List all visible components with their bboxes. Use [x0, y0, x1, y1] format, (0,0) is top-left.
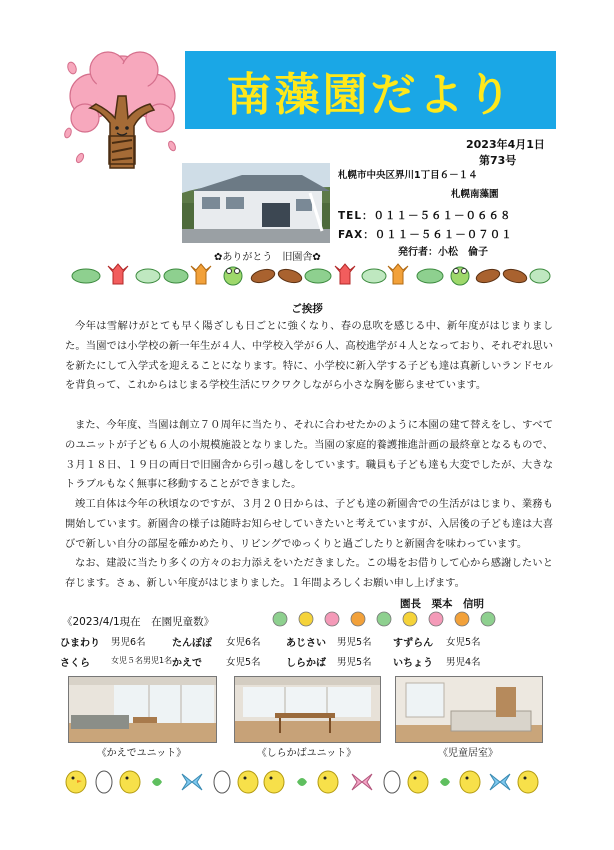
roster-count: 女児5名 [226, 657, 261, 668]
shirakaba-unit-caption: 《しらかばユニット》 [256, 748, 357, 759]
address-text: 札幌市中央区界川1丁目６－１４ [338, 170, 478, 181]
roster-unit: しらかば [286, 658, 326, 669]
roster-count: 女児５名男児1名 [111, 656, 173, 665]
roster-unit: いちょう [393, 658, 433, 669]
spring-decoration-border [68, 262, 552, 288]
child-room-caption: 《児童居室》 [438, 748, 498, 759]
publisher: 発行者：小松 倫子 [398, 247, 488, 258]
roster-unit: ひまわり [60, 638, 100, 649]
roster-unit: すずらん [393, 638, 434, 649]
roster-unit: かえで [172, 658, 202, 669]
roster-unit: さくら [60, 658, 90, 669]
greeting-signature: 園長 栗本 信明 [400, 598, 484, 610]
newsletter-title: 南藻園だより [226, 67, 515, 121]
greeting-title: ご挨拶 [291, 303, 323, 315]
organization-name: 札幌南藻園 [451, 189, 499, 200]
greeting-paragraph-3: 竣工自体は今年の秋頃なのですが、３月２０日からは、子ども達の新園舎での生活がはじまり、業務も開始しています。新園舎の様子は随時お知らせしていきたいと考えていますが、入居後の子ども達は大喜びで新しい自分の部屋を確かめたり、リビングでゆっくりと過ごしたりと新園舎を味わっています。 [65, 498, 553, 550]
greeting-paragraph-4: なお、建設に当たり多くの方々のお力添えをいただきました。この場をお借りして心から感謝したいと存じます。さぁ、新しい年度がはじまりました。１年間よろしくお願い申し上げます。 [65, 557, 553, 589]
flower-decoration [270, 609, 500, 629]
shirakaba-unit-photo [234, 676, 381, 743]
roster-unit: あじさい [286, 638, 326, 649]
roster-count: 男児5名 [337, 657, 372, 668]
roster-count: 男児5名 [337, 637, 372, 648]
roster-row-1 [60, 634, 560, 652]
fax-number: FAX：０１１－５６１－０７０１ [338, 229, 513, 241]
old-building-photo [182, 163, 330, 243]
chick-decoration-border [62, 764, 552, 798]
greeting-paragraph-2: また、今年度、当園は創立７０周年に当たり、それに合わせたかのように本園の建て替えをし、すべてのユニットが子ども６人の小規模施設となりました。当園の家庭的養護推進計画の最終章となるもので、３月１８日、１９日の両日で旧園舎から引っ越しをしています。職員も子ども達も大変でしたが、大きなトラブルもなく無事に移動することができました。 [65, 419, 553, 491]
title-banner [185, 51, 556, 129]
issue-number: 第73号 [479, 154, 517, 167]
roster-count: 女児5名 [446, 637, 481, 648]
cherry-tree-illustration [60, 48, 185, 173]
issue-date: 2023年4月1日 [466, 138, 545, 151]
child-room-photo [395, 676, 543, 743]
roster-row-2 [60, 654, 560, 672]
roster-count: 男児6名 [111, 637, 146, 648]
kaede-unit-photo [68, 676, 217, 743]
greeting-paragraph-1: 今年は雪解けがとても早く陽ざしも日ごとに強くなり、春の息吹を感じる中、新年度がはじまりました。当園では小学校の新一年生が４人、中学校入学が６人、高校進学が４人となっており、それぞれ思いを新たにして入学式を迎えることになります。特に、小学校に新入学する子ども達は真新しいランドセルを背負って、これからはじまる学校生活にワクワクしながら小さな胸を膨らませています。 [65, 320, 553, 392]
roster-count: 男児4名 [446, 657, 481, 668]
roster-title: 《2023/4/1現在 在園児童数》 [62, 616, 215, 628]
photo-caption: ✿ありがとう 旧園舎✿ [214, 252, 321, 263]
roster-unit: たんぽぽ [172, 638, 212, 649]
kaede-unit-caption: 《かえでユニット》 [96, 748, 187, 759]
telephone-number: TEL：０１１－５６１－０６６８ [338, 210, 512, 222]
roster-count: 女児6名 [226, 637, 261, 648]
